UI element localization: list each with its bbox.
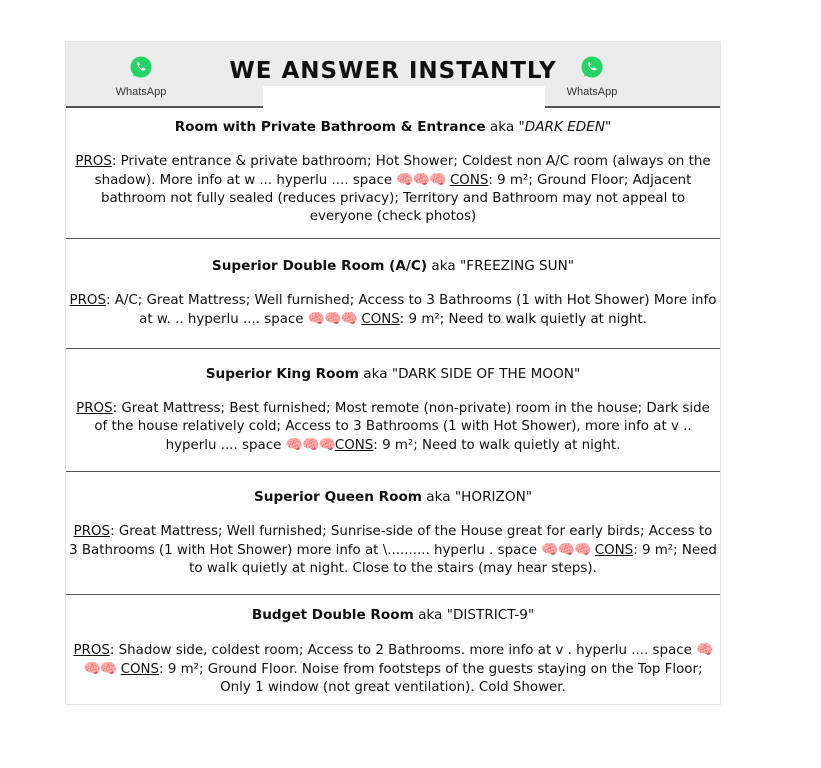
whatsapp-badge-right[interactable] (557, 54, 627, 98)
room-title (66, 488, 720, 506)
whatsapp-badge-left[interactable] (106, 54, 176, 98)
cons-text: : 9 m²; Ground Floor. Noise from footsteps of the guests staying on the Top Floor; Only 1 window (not great ventilation). Cold Shower. (159, 662, 703, 695)
whatsapp-icon (128, 54, 154, 80)
room-description (66, 400, 720, 455)
cons-text: : 9 m²; Need to walk quietly at night. Close to the stairs (may hear steps). (189, 543, 717, 576)
cons-label: CONS (120, 662, 160, 677)
aka-label: aka (363, 366, 388, 382)
room-name: Room with Private Bathroom & Entrance (174, 119, 486, 135)
aka-label: aka (418, 607, 443, 623)
room-name: Superior King Room (205, 366, 359, 382)
section-divider (66, 238, 720, 239)
cons-text: : 9 m²; Need to walk quietly at night. (373, 438, 621, 453)
room-section-horizon (66, 488, 720, 578)
pros-label: PROS (69, 293, 106, 308)
brain-icons: 🧠🧠🧠 (396, 172, 446, 188)
aka-label: aka (489, 119, 515, 135)
section-divider (66, 348, 720, 349)
room-section-dark-eden (66, 118, 720, 226)
header-banner (66, 42, 720, 108)
pros-label: PROS (73, 643, 110, 658)
pros-label: PROS (75, 154, 112, 169)
room-section-freezing-sun (66, 257, 720, 329)
room-nickname: "HORIZON" (454, 489, 532, 505)
whatsapp-label: WhatsApp (566, 86, 618, 98)
cons-text: : 9 m²; Ground Floor; Adjacent bathroom not fully sealed (reduces privacy); Territory and Bathroom may not appeal to everyone (check photos) (100, 173, 692, 224)
room-name: Budget Double Room (251, 607, 414, 623)
pros-text: : Shadow side, coldest room; Access to 2 Bathrooms. more info at v . hyperlu .... space (109, 643, 697, 658)
redaction-block (263, 86, 545, 108)
room-title (66, 606, 720, 624)
cons-text: : 9 m²; Need to walk quietly at night. (399, 312, 647, 327)
room-nickname: "DARK SIDE OF THE MOON" (391, 366, 581, 382)
room-nickname: "DARK EDEN" (518, 119, 612, 135)
room-title (66, 257, 720, 275)
aka-label: aka (431, 258, 456, 274)
room-description (66, 641, 720, 697)
aka-label: aka (426, 489, 451, 505)
brain-icons: 🧠🧠🧠 (83, 642, 713, 677)
pros-text: : A/C; Great Mattress; Well furnished; Access to 3 Bathrooms (1 with Hot Shower) More info at w. .. hyperlu .... space (105, 293, 717, 327)
pros-label: PROS (73, 524, 111, 539)
room-title (66, 365, 720, 383)
room-listing-sheet (66, 42, 720, 704)
room-section-district-9 (66, 606, 720, 697)
room-nickname: "DISTRICT-9" (446, 607, 535, 623)
whatsapp-label: WhatsApp (115, 86, 167, 98)
cons-label: CONS (334, 438, 374, 453)
section-divider (66, 471, 720, 472)
brain-icons: 🧠🧠🧠 (307, 311, 358, 327)
whatsapp-icon (579, 54, 605, 80)
room-nickname: "FREEZING SUN" (460, 258, 575, 274)
pros-text: : Great Mattress; Well furnished; Sunrise-side of the House great for early birds; Access to 3 Bathrooms (1 with Hot Shower) more info at \.......... hyperlu . space (69, 524, 713, 558)
pros-text: : Great Mattress; Best furnished; Most remote (non-private) room in the house; Dark side of the house relatively cold; Access to 3 Bathrooms (1 with Hot Shower), more info at v .. hyperlu .... space (94, 401, 710, 453)
pros-text: : Private entrance & private bathroom; Hot Shower; Coldest non A/C room (always on the shadow). More info at w ... hyperlu .... space (94, 154, 711, 188)
room-description (66, 292, 720, 329)
room-name: Superior Queen Room (254, 489, 422, 505)
room-title (66, 118, 720, 136)
pros-label: PROS (76, 401, 113, 416)
room-section-dark-side-of-the-moon (66, 365, 720, 455)
brain-icons: 🧠🧠🧠 (285, 437, 335, 453)
page-title: WE ANSWER INSTANTLY (229, 58, 557, 84)
cons-label: CONS (449, 173, 489, 188)
room-description (66, 153, 720, 226)
cons-label: CONS (361, 312, 400, 327)
room-name: Superior Double Room (A/C) (211, 258, 428, 274)
cons-label: CONS (594, 543, 634, 558)
room-description (66, 523, 720, 578)
brain-icons: 🧠🧠🧠 (541, 542, 591, 558)
section-divider (66, 594, 720, 595)
